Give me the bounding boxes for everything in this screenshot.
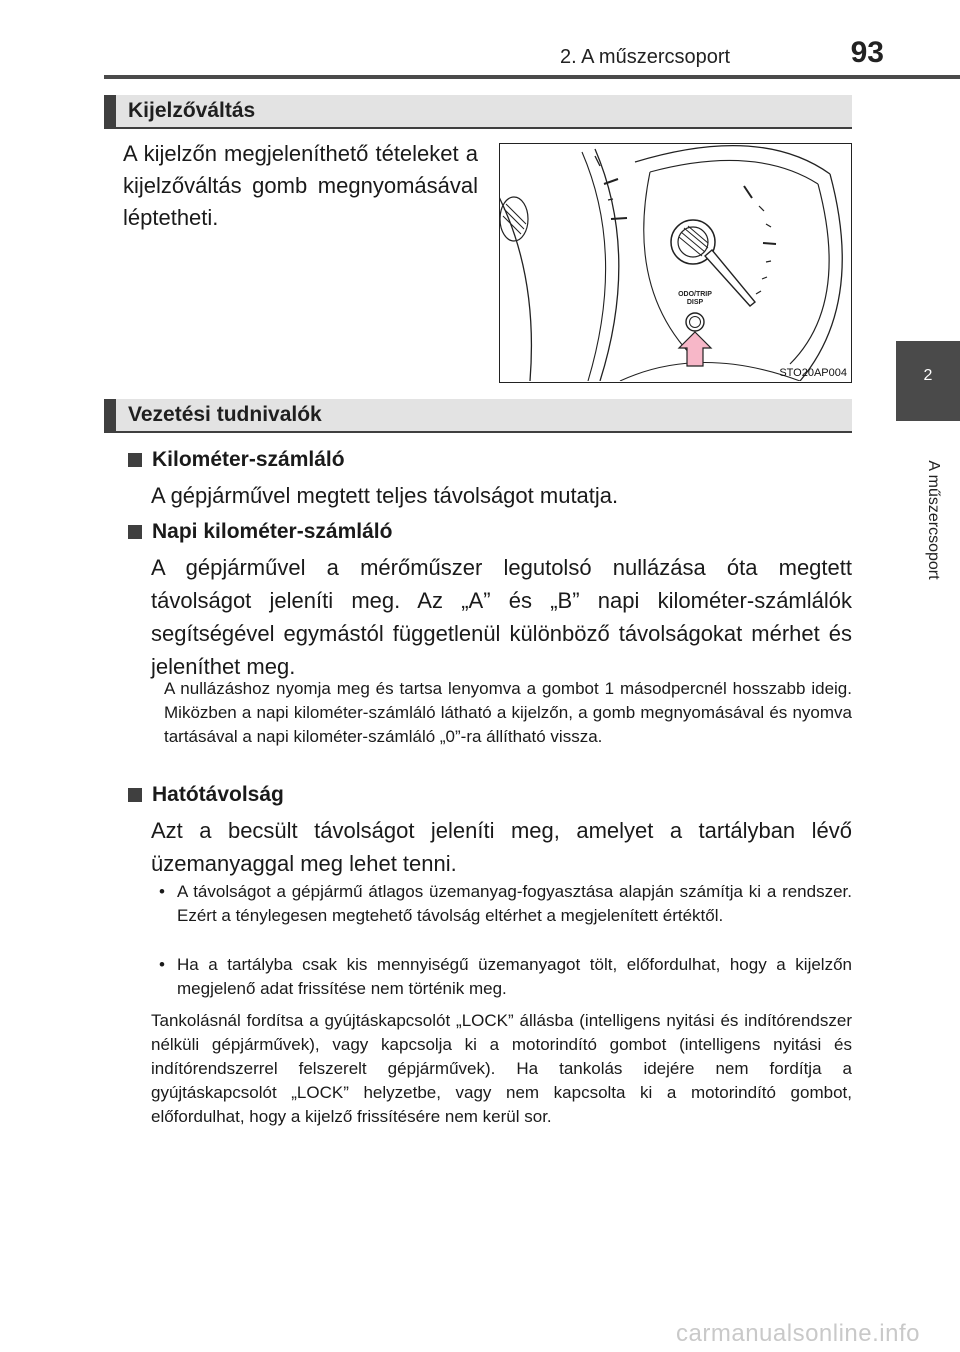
- item-text-odometer: A gépjárművel megtett teljes távolságot mutatja.: [151, 483, 619, 508]
- header-rule: [104, 75, 960, 79]
- item-heading-trip-meter: [128, 520, 392, 544]
- item-text-trip-meter: A gépjárművel a mérőműszer legutolsó nullázása óta megtett távolságot jeleníti meg. Az „A” és „B” napi kilométer-számlálók segítségével egymástól függetlenül különböző távolságokat mérhet és jeleníthet meg.: [151, 555, 852, 679]
- intro-paragraph: A kijelzőn megjeleníthető tételeket a kijelzőváltás gomb megnyomásával léptetheti.: [123, 141, 478, 230]
- section-title: Vezetési tudnivalók: [128, 403, 322, 426]
- item-title: Napi kilométer-számláló: [152, 520, 393, 543]
- button-label-line-1: ODO/TRIP: [678, 291, 712, 298]
- item-note-trip-reset: A nullázáshoz nyomja meg és tartsa lenyomva a gombot 1 másodpercnél hosszabb ideig. Miközben a napi kilométer-számláló látható a kijelzőn, a gomb megnyomásával és nyomva tartásával a napi kilométer-számláló „0”-ra állítható vissza.: [164, 679, 852, 746]
- watermark: carmanualsonline.info: [676, 1320, 920, 1347]
- square-bullet-icon: [128, 788, 142, 802]
- figure-code: STO20AP004: [779, 367, 847, 379]
- bullet-dot: •: [159, 882, 165, 901]
- item-heading-range: [128, 783, 284, 807]
- side-tab-label: A műszercsoport: [925, 460, 942, 580]
- item-title: Hatótávolság: [152, 783, 284, 806]
- bullet-text: Ha a tartályba csak kis mennyiségű üzemanyagot tölt, előfordulhat, hogy a kijelzőn megjelenő adat frissítése nem történik meg.: [177, 955, 852, 998]
- range-bullet-1: [157, 880, 852, 928]
- instrument-cluster-illustration: [499, 143, 852, 383]
- section-title: Kijelzőváltás: [128, 99, 256, 122]
- section-header-driving-info: [104, 399, 852, 433]
- range-bullet-2: [157, 953, 852, 1001]
- section-header-display-switch: [104, 95, 852, 129]
- square-bullet-icon: [128, 453, 142, 467]
- page-number: 93: [850, 36, 884, 69]
- bullet-text: A távolságot a gépjármű átlagos üzemanyag-fogyasztása alapján számítja ki a rendszer. Ezért a ténylegesen megtehető távolság eltérhet a megjelenített értéktől.: [177, 882, 852, 925]
- item-text-range: Azt a becsült távolságot jeleníti meg, amelyet a tartályban lévő üzemanyaggal meg lehet tenni.: [151, 818, 852, 876]
- bullet-dot: •: [159, 955, 165, 974]
- refueling-note: Tankolásnál fordítsa a gyújtáskapcsolót „LOCK” állásba (intelligens nyitási és indítórendszer nélküli gépjárművek), vagy kapcsolja ki a motorindító gombot (intelligens nyitási és indítórendszerrel felszerelt gépjárművek). Ha tankolás idejére nem fordítja a gyújtáskapcsolót „LOCK” helyzetbe, vagy nem kapcsolta ki a motorindító gombot, előfordulhat, hogy a kijelző frissítésére nem kerül sor.: [151, 1011, 852, 1126]
- button-label-line-2: DISP: [686, 299, 704, 306]
- odo-trip-button-label: [670, 291, 720, 307]
- item-title: Kilométer-számláló: [152, 448, 345, 471]
- cluster-drawing: [500, 144, 850, 381]
- side-tab-chapter-number: 2: [896, 341, 960, 421]
- item-heading-odometer: [128, 448, 345, 472]
- square-bullet-icon: [128, 525, 142, 539]
- chapter-title: 2. A műszercsoport: [560, 46, 731, 68]
